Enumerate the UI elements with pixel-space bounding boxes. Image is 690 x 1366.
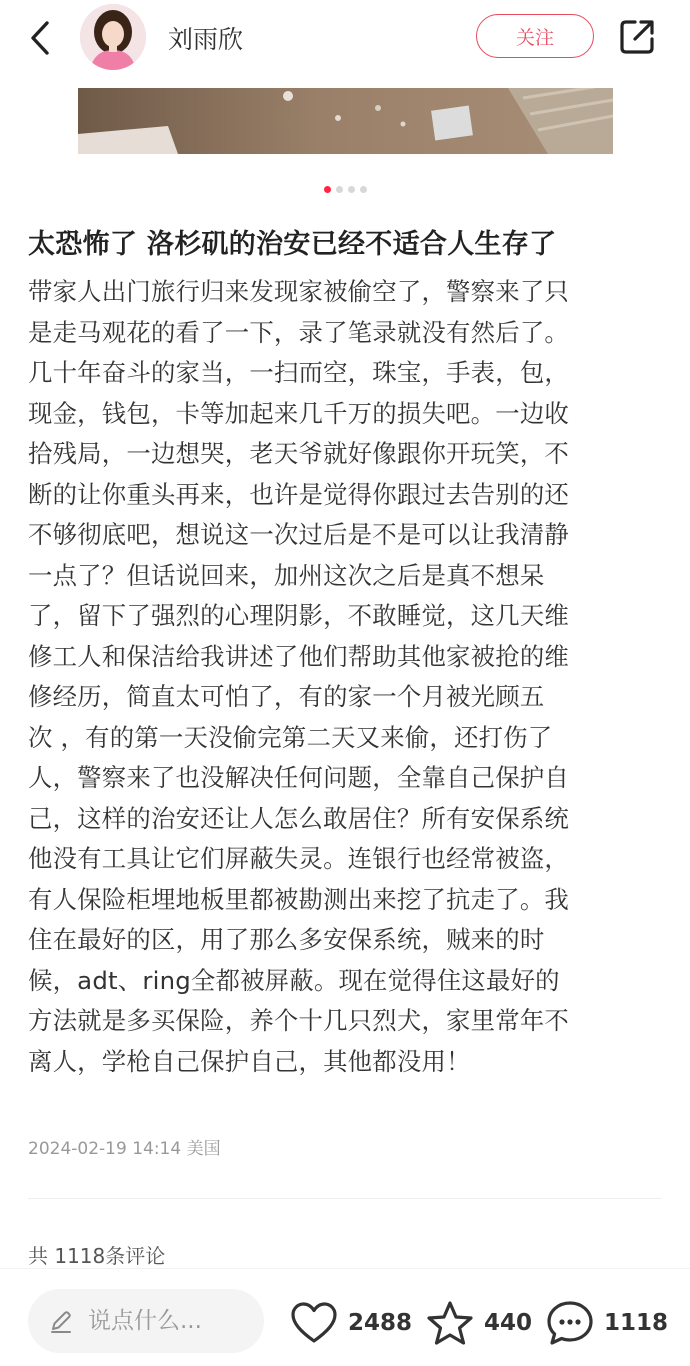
post-body-line: 修经历，简直太可怕了，有的家一个月被光顾五 (28, 682, 545, 711)
comment-input-box[interactable] (28, 1289, 264, 1353)
author-name[interactable]: 刘雨欣 (168, 25, 244, 54)
bottom-action-bar (0, 1268, 690, 1366)
comment-button[interactable] (546, 1299, 668, 1347)
comment-input[interactable] (88, 1308, 248, 1334)
pager-dot[interactable] (348, 186, 355, 193)
post-body-line: 是走马观花的看了一下，录了笔录就没有然后了。 (28, 317, 569, 347)
collect-count: 440 (484, 1310, 533, 1336)
floor-photo (78, 88, 613, 154)
pager-dot-active[interactable] (324, 186, 331, 193)
post-image[interactable] (78, 88, 613, 154)
post-body (28, 272, 666, 1082)
post-body-line: 方法就是多买保险，养个十几只烈犬，家里常年不 (28, 1006, 569, 1035)
post-body-line: 拾残局，一边想哭，老天爷就好像跟你开玩笑，不 (28, 439, 569, 468)
avatar-image (80, 4, 146, 70)
collect-button[interactable] (426, 1299, 532, 1347)
post-body-line: 断的让你重头再来，也许是觉得你跟过去告别的还 (28, 479, 569, 509)
pencil-icon (48, 1308, 74, 1334)
heart-icon (290, 1301, 338, 1345)
comment-count: 1118 (604, 1310, 669, 1336)
comment-total: 共 1118条评论 (28, 1244, 166, 1268)
top-nav-bar (0, 0, 690, 88)
back-button[interactable] (20, 18, 60, 58)
post-body-line: 候，adt、ring全都被屏蔽。现在觉得住这最好的 (28, 965, 560, 995)
post-body-line: 有人保险柜埋地板里都被勘测出来挖了抗走了。我 (28, 884, 569, 914)
author-avatar[interactable] (80, 4, 146, 70)
image-pager (0, 186, 690, 193)
pager-dot[interactable] (336, 186, 343, 193)
share-icon (617, 17, 657, 57)
post-body-line: 人，警察来了也没解决任何问题，全靠自己保护自 (28, 763, 569, 792)
post-body-line: 不够彻底吧，想说这一次过后是不是可以让我清静 (28, 520, 569, 549)
post-body-line: 带家人出门旅行归来发现家被偷空了，警察来了只 (28, 277, 569, 306)
post-body-line: 己，这样的治安还让人怎么敢居住？所有安保系统 (28, 803, 569, 833)
chevron-left-icon (27, 20, 53, 56)
post-body-line: 一点了？但话说回来，加州这次之后是真不想呆 (28, 560, 545, 590)
post-body-line: 现金，钱包，卡等加起来几千万的损失吧。一边收 (28, 398, 569, 428)
like-count: 2488 (348, 1310, 413, 1336)
post-date-location: 2024-02-19 14:14 美国 (28, 1139, 221, 1159)
post-body-line: 次 ，有的第一天没偷完第二天又来偷，还打伤了 (28, 722, 553, 752)
like-button[interactable] (290, 1299, 412, 1347)
post-body-line: 住在最好的区，用了那么多安保系统，贼来的时 (28, 925, 545, 954)
post-body-line: 离人，学枪自己保护自己，其他都没用！ (28, 1046, 471, 1076)
star-icon (426, 1300, 474, 1346)
post-body-line: 了，留下了强烈的心理阴影，不敢睡觉，这几天维 (28, 601, 569, 630)
follow-button[interactable]: 关注 (476, 14, 594, 58)
pager-dot[interactable] (360, 186, 367, 193)
share-button[interactable] (614, 14, 660, 60)
post-body-line: 他没有工具让它们屏蔽失灵。连银行也经常被盗， (28, 844, 569, 873)
post-body-line: 修工人和保洁给我讲述了他们帮助其他家被抢的维 (28, 641, 569, 671)
comment-bubble-icon (546, 1300, 594, 1346)
divider (28, 1198, 662, 1199)
post-body-line: 几十年奋斗的家当，一扫而空，珠宝，手表，包， (28, 358, 569, 387)
post-title: 太恐怖了 洛杉矶的治安已经不适合人生存了 (28, 229, 557, 260)
